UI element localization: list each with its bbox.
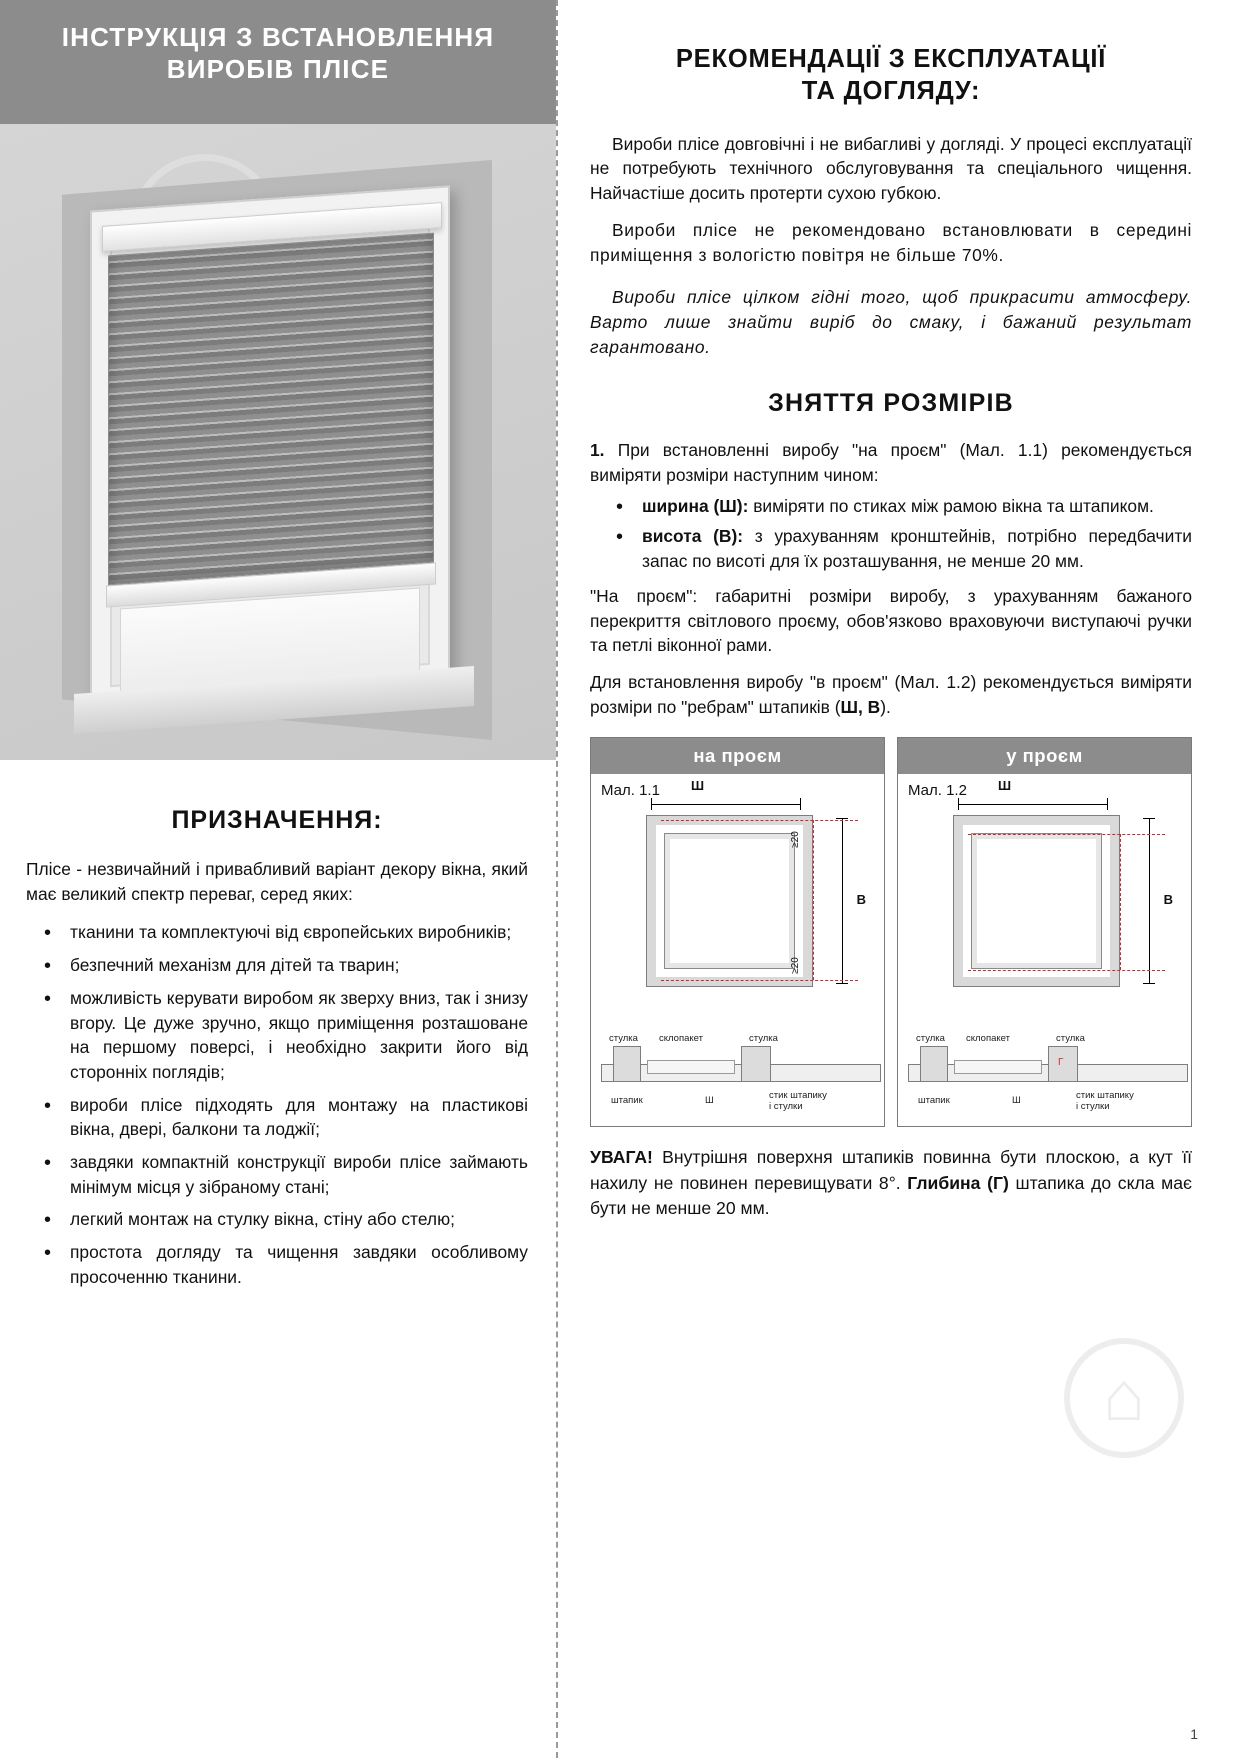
dimension-label-height: висота (В):: [642, 526, 744, 547]
diagram-in-opening: [897, 737, 1192, 1127]
measurement-in-opening-pre: Для встановлення виробу "в проєм" (Мал. 1.2) рекомендується виміряти розміри по "ребрам" штапиків (: [590, 672, 1192, 717]
dimension-text-width: виміряти по стиках між рамою вікна та штапиком.: [748, 495, 1154, 516]
list-item: • можливість керувати виробом як зверху вниз, так і знизу вгору. Це дуже зручно, якщо приміщення розташоване на першому поверсі, і необхідно закрити його від сторонніх поглядів;: [26, 986, 528, 1085]
figure-label-1-1: Мал. 1.1: [601, 782, 660, 800]
cut-label-width: Ш: [1012, 1095, 1021, 1107]
purpose-section: [0, 760, 556, 1308]
list-item: • простота догляду та чищення завдяки особливому просоченню тканини.: [26, 1240, 528, 1289]
warning-label: УВАГА!: [590, 1147, 653, 1168]
cut-label-glass: склопакет: [659, 1033, 703, 1045]
list-item: • безпечний механізм для дітей та тварин;: [26, 953, 528, 978]
figure-label-1-2: Мал. 1.2: [908, 782, 967, 800]
cut-label-bead: штапик: [611, 1095, 643, 1107]
care-section-title: [590, 44, 1192, 108]
product-photo: [0, 124, 556, 760]
cut-block-left: [613, 1046, 641, 1082]
care-title-line-2: ТА ДОГЛЯДУ:: [801, 76, 981, 105]
document-title-band: [0, 0, 556, 124]
dimension-list: [590, 494, 1192, 574]
list-item-height: [590, 524, 1192, 573]
dimension-text-height: з урахуванням кронштейнів, потрібно передбачити запас по висоті для їх розташування, не менше 20 мм.: [642, 526, 1192, 572]
list-item-width: [590, 494, 1192, 519]
left-column: [0, 0, 556, 1758]
height-dimension-line: [1143, 818, 1155, 984]
measurement-in-opening-post: ).: [880, 696, 891, 717]
width-dimension-line: [958, 798, 1108, 810]
purpose-title: ПРИЗНАЧЕННЯ:: [171, 806, 383, 834]
cut-label-sash-left: стулка: [609, 1033, 638, 1045]
dimension-label-width: ширина (Ш):: [642, 495, 749, 516]
cut-label-sash-right: стулка: [749, 1033, 778, 1045]
diagram-body-in-opening: [898, 774, 1191, 1126]
red-guide-bottom: [968, 970, 1165, 971]
cut-glass-unit: [647, 1060, 735, 1074]
care-title-line-1: РЕКОМЕНДАЦІЇ З ЕКСПЛУАТАЦІЇ: [675, 45, 1107, 73]
diagram-on-opening: [590, 737, 885, 1127]
cut-label-bead: штапик: [918, 1095, 950, 1107]
purpose-intro: Плісе - незвичайний і привабливий варіант декору вікна, який має великий спектр переваг, серед яких:: [26, 859, 528, 904]
diagram-header-in-opening: у проєм: [898, 738, 1191, 774]
document-title-line-2: ВИРОБІВ ПЛІСЕ: [166, 53, 390, 84]
cut-label-width: Ш: [705, 1095, 714, 1107]
section-cut-figure: [601, 1033, 881, 1113]
width-label: Ш: [691, 778, 705, 794]
cut-label-sash-left: стулка: [916, 1033, 945, 1045]
watermark-icon: ⌂: [1064, 1338, 1184, 1458]
red-guide-top: [968, 834, 1165, 835]
page-number: 1: [1190, 1726, 1198, 1742]
pleated-fabric: [108, 233, 434, 586]
width-label: Ш: [998, 778, 1012, 794]
height-dimension-line: [836, 818, 848, 984]
cut-label-glass: склопакет: [966, 1033, 1010, 1045]
warning-bold-depth: Глибина (Г): [907, 1172, 1009, 1193]
diagram-table: [590, 737, 1192, 1127]
width-dimension-line: [651, 798, 801, 810]
warning-text-part-2: штапика до скла має бути не менше 20 мм.: [590, 1172, 1193, 1219]
window-figure: [647, 816, 812, 986]
diagram-body-on-opening: [591, 774, 884, 1126]
window-illustration: [62, 160, 492, 740]
measurement-in-opening-bold: Ш, В: [840, 696, 881, 717]
section-cut-figure: [908, 1033, 1188, 1113]
height-label: В: [1163, 892, 1173, 908]
offset-bottom-label: ≥20: [789, 957, 801, 975]
list-item: • легкий монтаж на стулку вікна, стіну або стелю;: [26, 1207, 528, 1232]
measurement-step-1: [590, 438, 1192, 487]
right-column: [572, 0, 1220, 1758]
measurement-paragraph-in-opening: [590, 670, 1192, 719]
depth-label: Г: [1058, 1057, 1064, 1069]
cut-glass-unit: [954, 1060, 1042, 1074]
cut-block-left: [920, 1046, 948, 1082]
document-title-line-1: ІНСТРУКЦІЯ З ВСТАНОВЛЕННЯ: [61, 22, 495, 52]
warning-text-part-1: Внутрішня поверхня штапиків повинна бути плоскою, а кут її нахилу не повинен перевищувати 8°.: [590, 1147, 1192, 1193]
column-divider: [556, 0, 558, 1758]
purpose-list: [26, 920, 528, 1289]
height-label: В: [856, 892, 866, 908]
cut-label-sash-right: стулка: [1056, 1033, 1085, 1045]
list-item: • завдяки компактній конструкції вироби пліcе займають мінімум місця у зібраному стані;: [26, 1150, 528, 1199]
list-item: • вироби плісе підходять для монтажу на пластикові вікна, двері, балкони та лоджії;: [26, 1093, 528, 1142]
window-figure: [954, 816, 1119, 986]
warning-note: [590, 1145, 1192, 1222]
offset-top-label: ≥20: [789, 831, 801, 849]
diagram-header-on-opening: на проєм: [591, 738, 884, 774]
red-guide-top: [661, 820, 858, 821]
measurement-section-title: ЗНЯТТЯ РОЗМІРІВ: [768, 389, 1014, 418]
red-guide-bottom: [661, 980, 858, 981]
cut-block-right: [741, 1046, 771, 1082]
red-guide-vertical: [1120, 834, 1121, 970]
measurement-paragraph-on-opening: "На проєм": габаритні розміри виробу, з урахуванням бажаного перекриття світлового проєму, обов'язково враховуючи виступаючі ручки та петлі віконної рами.: [590, 585, 1192, 656]
care-paragraph-3: Вироби пліcе цілком гідні того, щоб прикрасити атмосферу. Варто лише знайти виріб до смаку, і бажаний результат гарантовано.: [590, 287, 1192, 357]
cut-label-joint: стик штапику і стулки: [1076, 1090, 1134, 1113]
care-paragraph-1: Вироби пліcе довговічні і не вибагливі у догляді. У процесі експлуатації не потребують технічного обслуговування та спеціального чищення. Найчастіше досить протерти сухою губкою.: [590, 133, 1192, 204]
measurement-step-1-number: 1.: [590, 440, 605, 461]
red-guide-vertical: [813, 820, 814, 980]
care-paragraph-2: Вироби пліcе не рекомендовано встановлювати в середині приміщення з вологістю повітря не більше 70%.: [590, 219, 1192, 265]
cut-label-joint: стик штапику і стулки: [769, 1090, 827, 1113]
list-item: • тканини та комплектуючі від європейських виробників;: [26, 920, 528, 945]
measurement-step-1-text: При встановленні виробу "на проєм" (Мал. 1.1) рекомендується виміряти розміри наступним чином:: [590, 440, 1192, 486]
